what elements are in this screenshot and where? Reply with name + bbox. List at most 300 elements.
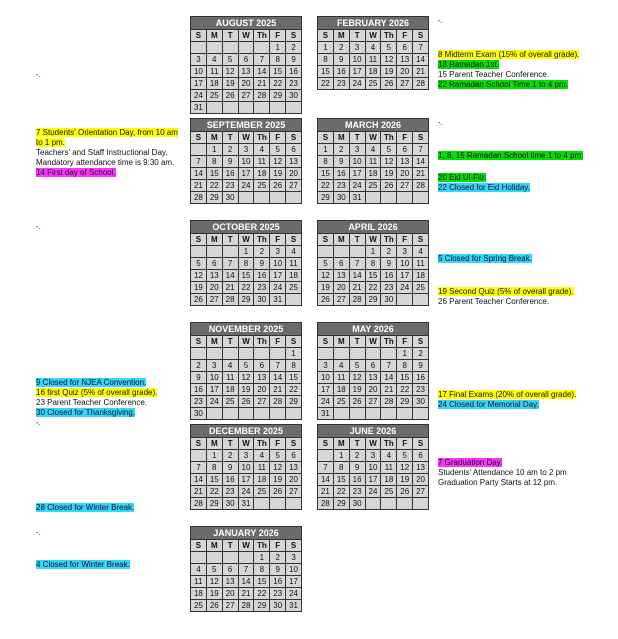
day-cell: 4 (413, 246, 429, 258)
day-cell: 13 (413, 462, 429, 474)
day-cell: 11 (286, 258, 302, 270)
note-line: 30 Closed for Thanksgiving. (36, 408, 136, 417)
day-cell: 20 (366, 384, 382, 396)
day-cell: 1 (207, 144, 223, 156)
note-jun-right (438, 458, 567, 488)
day-cell: 23 (223, 486, 239, 498)
weekday-header: M (207, 234, 223, 246)
day-cell: 6 (286, 450, 302, 462)
day-cell: 3 (286, 552, 302, 564)
day-cell: 16 (413, 372, 429, 384)
day-cell: 3 (350, 144, 366, 156)
empty-day-cell (254, 42, 270, 54)
weekday-header: T (350, 30, 366, 42)
empty-day-cell (223, 408, 239, 420)
weekday-header: F (397, 336, 413, 348)
day-cell: 5 (350, 360, 366, 372)
day-cell: 5 (191, 258, 207, 270)
day-cell: 23 (254, 282, 270, 294)
day-cell-highlighted: 8 (318, 156, 334, 168)
day-cell: 11 (223, 372, 239, 384)
day-cell: 20 (413, 474, 429, 486)
day-cell: 28 (270, 396, 286, 408)
empty-day-cell (366, 408, 382, 420)
day-cell: 16 (254, 270, 270, 282)
weekday-header: T (223, 234, 239, 246)
day-cell: 13 (286, 462, 302, 474)
empty-day-cell (413, 498, 429, 510)
empty-day-cell (286, 498, 302, 510)
day-cell: 6 (334, 258, 350, 270)
day-cell: 1 (270, 42, 286, 54)
note-mar-dash (438, 118, 443, 128)
day-cell: 1 (334, 450, 350, 462)
day-cell: 11 (334, 372, 350, 384)
month-title: DECEMBER 2025 (190, 424, 302, 437)
weekday-header: S (191, 234, 207, 246)
weekday-header: S (286, 438, 302, 450)
day-cell: 21 (350, 282, 366, 294)
empty-day-cell (381, 408, 397, 420)
day-cell: 28 (350, 294, 366, 306)
day-cell: 24 (350, 180, 366, 192)
day-cell: 29 (239, 294, 255, 306)
day-cell-highlighted: 20 (397, 168, 413, 180)
note-dec-left (36, 503, 134, 513)
month-title: OCTOBER 2025 (190, 220, 302, 233)
note-line: -. (36, 418, 41, 427)
empty-day-cell (207, 348, 223, 360)
day-cell: 20 (207, 282, 223, 294)
day-cell: 9 (223, 462, 239, 474)
day-cell: 15 (207, 168, 223, 180)
empty-day-cell (254, 102, 270, 114)
weekday-header: S (318, 336, 334, 348)
day-cell: 1 (286, 348, 302, 360)
empty-day-cell (207, 102, 223, 114)
day-cell: 19 (223, 78, 239, 90)
weekday-header: W (239, 336, 255, 348)
day-cell: 12 (350, 372, 366, 384)
day-cell: 23 (334, 78, 350, 90)
day-cell: 16 (381, 270, 397, 282)
day-cell: 28 (223, 294, 239, 306)
day-cell: 30 (223, 498, 239, 510)
day-cell: 4 (366, 144, 382, 156)
day-cell-highlighted: 14 (191, 168, 207, 180)
day-cell: 27 (366, 396, 382, 408)
day-cell: 25 (254, 486, 270, 498)
note-line: 28 Closed for Winter Break. (36, 503, 135, 512)
day-cell: 27 (223, 600, 239, 612)
weekday-header: S (413, 30, 429, 42)
day-cell: 17 (366, 474, 382, 486)
day-cell: 31 (318, 408, 334, 420)
empty-day-cell (334, 246, 350, 258)
day-cell: 8 (366, 258, 382, 270)
empty-day-cell (239, 102, 255, 114)
month-may-2026 (317, 322, 429, 420)
day-cell: 30 (223, 192, 239, 204)
weekday-header: Th (381, 132, 397, 144)
day-cell: 12 (270, 156, 286, 168)
empty-day-cell (254, 348, 270, 360)
month-sep-2025 (190, 118, 302, 204)
day-cell: 27 (397, 78, 413, 90)
day-cell: 12 (223, 66, 239, 78)
day-cell: 7 (413, 144, 429, 156)
day-cell: 4 (366, 42, 382, 54)
weekday-header: F (270, 234, 286, 246)
month-grid (190, 539, 302, 612)
day-cell: 15 (254, 576, 270, 588)
note-apr-right2 (438, 287, 574, 307)
day-cell: 1 (254, 552, 270, 564)
day-cell: 2 (381, 246, 397, 258)
day-cell: 10 (350, 54, 366, 66)
day-cell: 8 (286, 360, 302, 372)
day-cell: 20 (239, 78, 255, 90)
note-feb-right (438, 50, 579, 90)
day-cell: 18 (366, 168, 382, 180)
weekday-header: F (270, 540, 286, 552)
weekday-header: S (318, 30, 334, 42)
day-cell-highlighted: 19 (318, 282, 334, 294)
note-mar-right2 (438, 173, 530, 193)
day-cell: 1 (207, 450, 223, 462)
day-cell: 14 (191, 474, 207, 486)
day-cell: 30 (334, 192, 350, 204)
note-line: to 1 pm. (36, 138, 65, 147)
month-title: AUGUST 2025 (190, 16, 302, 29)
day-cell: 28 (239, 600, 255, 612)
day-cell: 10 (207, 372, 223, 384)
day-cell: 19 (381, 66, 397, 78)
note-line: 15 Parent Teacher Conference. (438, 70, 550, 79)
day-cell: 20 (334, 282, 350, 294)
day-cell: 3 (239, 144, 255, 156)
day-cell: 14 (254, 66, 270, 78)
day-cell: 1 (239, 246, 255, 258)
day-cell: 15 (239, 270, 255, 282)
day-cell-highlighted: 15 (318, 66, 334, 78)
note-line: -. (36, 528, 41, 537)
day-cell: 12 (207, 576, 223, 588)
day-cell: 9 (381, 258, 397, 270)
day-cell: 31 (286, 600, 302, 612)
day-cell: 20 (286, 474, 302, 486)
day-cell: 29 (318, 192, 334, 204)
weekday-header: F (270, 132, 286, 144)
weekday-header: Th (381, 438, 397, 450)
empty-day-cell (366, 498, 382, 510)
day-cell: 16 (334, 66, 350, 78)
empty-day-cell (366, 192, 382, 204)
weekday-header: W (239, 234, 255, 246)
empty-day-cell (413, 408, 429, 420)
day-cell: 1 (318, 42, 334, 54)
empty-day-cell (207, 408, 223, 420)
note-line: Mandatory attendance time is 9:30 am. (36, 158, 175, 167)
note-line: 16 first Quiz (5% of overall grade). (36, 388, 158, 397)
weekday-header: S (286, 30, 302, 42)
empty-day-cell (381, 192, 397, 204)
day-cell: 28 (381, 396, 397, 408)
day-cell: 9 (254, 258, 270, 270)
empty-day-cell (381, 348, 397, 360)
day-cell: 15 (366, 270, 382, 282)
month-title: MARCH 2026 (317, 118, 429, 131)
weekday-header: S (318, 132, 334, 144)
day-cell: 25 (223, 396, 239, 408)
weekday-header: M (207, 540, 223, 552)
weekday-header: T (223, 30, 239, 42)
weekday-header: S (413, 132, 429, 144)
day-cell: 14 (350, 270, 366, 282)
day-cell: 2 (286, 42, 302, 54)
day-cell: 3 (270, 246, 286, 258)
day-cell: 21 (318, 486, 334, 498)
day-cell: 17 (239, 474, 255, 486)
day-cell: 11 (381, 462, 397, 474)
weekday-header: S (413, 336, 429, 348)
day-cell: 8 (254, 564, 270, 576)
empty-day-cell (239, 552, 255, 564)
day-cell: 24 (350, 78, 366, 90)
day-cell: 28 (254, 90, 270, 102)
day-cell: 9 (413, 360, 429, 372)
note-aug-left (36, 70, 41, 80)
weekday-header: Th (254, 540, 270, 552)
empty-day-cell (191, 450, 207, 462)
day-cell: 22 (207, 486, 223, 498)
empty-day-cell (381, 498, 397, 510)
day-cell: 5 (207, 564, 223, 576)
day-cell: 21 (413, 66, 429, 78)
weekday-header: M (207, 438, 223, 450)
day-cell: 29 (207, 192, 223, 204)
empty-day-cell (191, 246, 207, 258)
day-cell: 19 (270, 474, 286, 486)
day-cell-highlighted: 5 (318, 258, 334, 270)
day-cell: 2 (223, 450, 239, 462)
month-title: NOVEMBER 2025 (190, 322, 302, 335)
day-cell: 3 (397, 246, 413, 258)
empty-day-cell (254, 498, 270, 510)
day-cell: 25 (191, 600, 207, 612)
weekday-header: M (334, 438, 350, 450)
day-cell: 30 (286, 90, 302, 102)
day-cell: 4 (207, 54, 223, 66)
day-cell: 22 (286, 384, 302, 396)
empty-day-cell (286, 408, 302, 420)
day-cell: 24 (239, 486, 255, 498)
month-grid (317, 29, 429, 90)
empty-day-cell (286, 102, 302, 114)
weekday-header: F (270, 336, 286, 348)
empty-day-cell (207, 42, 223, 54)
month-grid (190, 131, 302, 204)
empty-day-cell (397, 408, 413, 420)
note-line: 20 Eid Ul-Fitr. (438, 173, 487, 182)
day-cell: 5 (270, 144, 286, 156)
empty-day-cell (254, 408, 270, 420)
day-cell: 16 (334, 168, 350, 180)
day-cell: 2 (350, 450, 366, 462)
day-cell: 8 (207, 156, 223, 168)
day-cell: 18 (223, 384, 239, 396)
day-cell: 14 (223, 270, 239, 282)
day-cell: 30 (350, 498, 366, 510)
weekday-header: S (318, 234, 334, 246)
month-grid (317, 437, 429, 510)
day-cell: 23 (381, 282, 397, 294)
day-cell-highlighted: 23 (191, 396, 207, 408)
day-cell: 22 (270, 78, 286, 90)
empty-day-cell (191, 144, 207, 156)
day-cell: 17 (350, 168, 366, 180)
day-cell: 8 (207, 462, 223, 474)
day-cell: 25 (286, 282, 302, 294)
weekday-header: Th (254, 438, 270, 450)
note-mar-right (438, 151, 583, 161)
day-cell: 12 (191, 270, 207, 282)
day-cell-highlighted: 7 (191, 156, 207, 168)
note-apr-right (438, 254, 532, 264)
day-cell: 24 (239, 180, 255, 192)
empty-day-cell (350, 408, 366, 420)
day-cell: 22 (239, 282, 255, 294)
day-cell: 21 (254, 78, 270, 90)
day-cell: 19 (207, 588, 223, 600)
day-cell: 3 (366, 450, 382, 462)
day-cell: 26 (191, 294, 207, 306)
month-grid (190, 335, 302, 420)
empty-day-cell (223, 348, 239, 360)
day-cell: 11 (207, 66, 223, 78)
day-cell: 13 (334, 270, 350, 282)
day-cell: 27 (397, 180, 413, 192)
day-cell: 2 (413, 348, 429, 360)
day-cell: 21 (191, 180, 207, 192)
note-line: 23 Parent Teacher Conference. (36, 398, 148, 407)
empty-day-cell (286, 192, 302, 204)
day-cell: 21 (381, 384, 397, 396)
weekday-header: S (191, 540, 207, 552)
month-feb-2026 (317, 16, 429, 90)
weekday-header: T (350, 234, 366, 246)
day-cell: 25 (381, 486, 397, 498)
day-cell: 15 (286, 372, 302, 384)
day-cell: 13 (286, 156, 302, 168)
weekday-header: S (191, 132, 207, 144)
day-cell: 17 (191, 78, 207, 90)
day-cell: 5 (239, 360, 255, 372)
day-cell: 10 (350, 156, 366, 168)
weekday-header: F (397, 234, 413, 246)
day-cell: 31 (270, 294, 286, 306)
weekday-header: S (286, 132, 302, 144)
day-cell: 13 (397, 156, 413, 168)
note-dash-left (36, 528, 41, 538)
month-title: SEPTEMBER 2025 (190, 118, 302, 131)
day-cell: 13 (223, 576, 239, 588)
day-cell: 24 (366, 486, 382, 498)
day-cell: 26 (397, 486, 413, 498)
note-sep-left (36, 128, 178, 178)
day-cell: 4 (223, 360, 239, 372)
day-cell: 28 (318, 498, 334, 510)
day-cell: 29 (254, 600, 270, 612)
day-cell: 1 (366, 246, 382, 258)
day-cell: 9 (334, 156, 350, 168)
month-title: JUNE 2026 (317, 424, 429, 437)
empty-day-cell (413, 294, 429, 306)
day-cell: 3 (318, 360, 334, 372)
day-cell: 26 (270, 180, 286, 192)
weekday-header: F (397, 438, 413, 450)
weekday-header: S (191, 30, 207, 42)
weekday-header: S (191, 438, 207, 450)
weekday-header: M (207, 132, 223, 144)
empty-day-cell (191, 552, 207, 564)
empty-day-cell (318, 348, 334, 360)
empty-day-cell (334, 408, 350, 420)
day-cell: 14 (318, 474, 334, 486)
note-jan-left (36, 560, 130, 570)
day-cell: 23 (286, 78, 302, 90)
day-cell: 9 (334, 54, 350, 66)
day-cell-highlighted: 26 (318, 294, 334, 306)
weekday-header: Th (381, 336, 397, 348)
day-cell: 6 (286, 144, 302, 156)
day-cell: 23 (350, 486, 366, 498)
day-cell: 16 (286, 66, 302, 78)
day-cell: 7 (413, 42, 429, 54)
day-cell: 4 (254, 144, 270, 156)
day-cell: 7 (270, 360, 286, 372)
weekday-header: W (239, 438, 255, 450)
day-cell: 31 (350, 192, 366, 204)
day-cell-highlighted: 7 (318, 462, 334, 474)
day-cell: 20 (254, 384, 270, 396)
day-cell: 11 (191, 576, 207, 588)
weekday-header: T (350, 438, 366, 450)
note-line: 18 Ramadan 1st. (438, 60, 499, 69)
day-cell: 18 (207, 78, 223, 90)
day-cell: 4 (286, 246, 302, 258)
day-cell-highlighted: 30 (191, 408, 207, 420)
empty-day-cell (318, 450, 334, 462)
day-cell: 29 (270, 90, 286, 102)
day-cell: 17 (397, 270, 413, 282)
day-cell: 26 (381, 180, 397, 192)
day-cell: 21 (191, 486, 207, 498)
day-cell: 6 (397, 144, 413, 156)
empty-day-cell (350, 348, 366, 360)
day-cell: 28 (413, 180, 429, 192)
day-cell: 10 (239, 462, 255, 474)
month-grid (317, 131, 429, 204)
day-cell: 17 (286, 576, 302, 588)
day-cell-highlighted: 22 (318, 78, 334, 90)
day-cell: 14 (270, 372, 286, 384)
note-line: 7 Students' Orientation Day, from 10 am (36, 128, 178, 137)
weekday-header: T (223, 540, 239, 552)
day-cell: 23 (270, 588, 286, 600)
note-oct-left (36, 222, 41, 232)
day-cell: 12 (381, 54, 397, 66)
